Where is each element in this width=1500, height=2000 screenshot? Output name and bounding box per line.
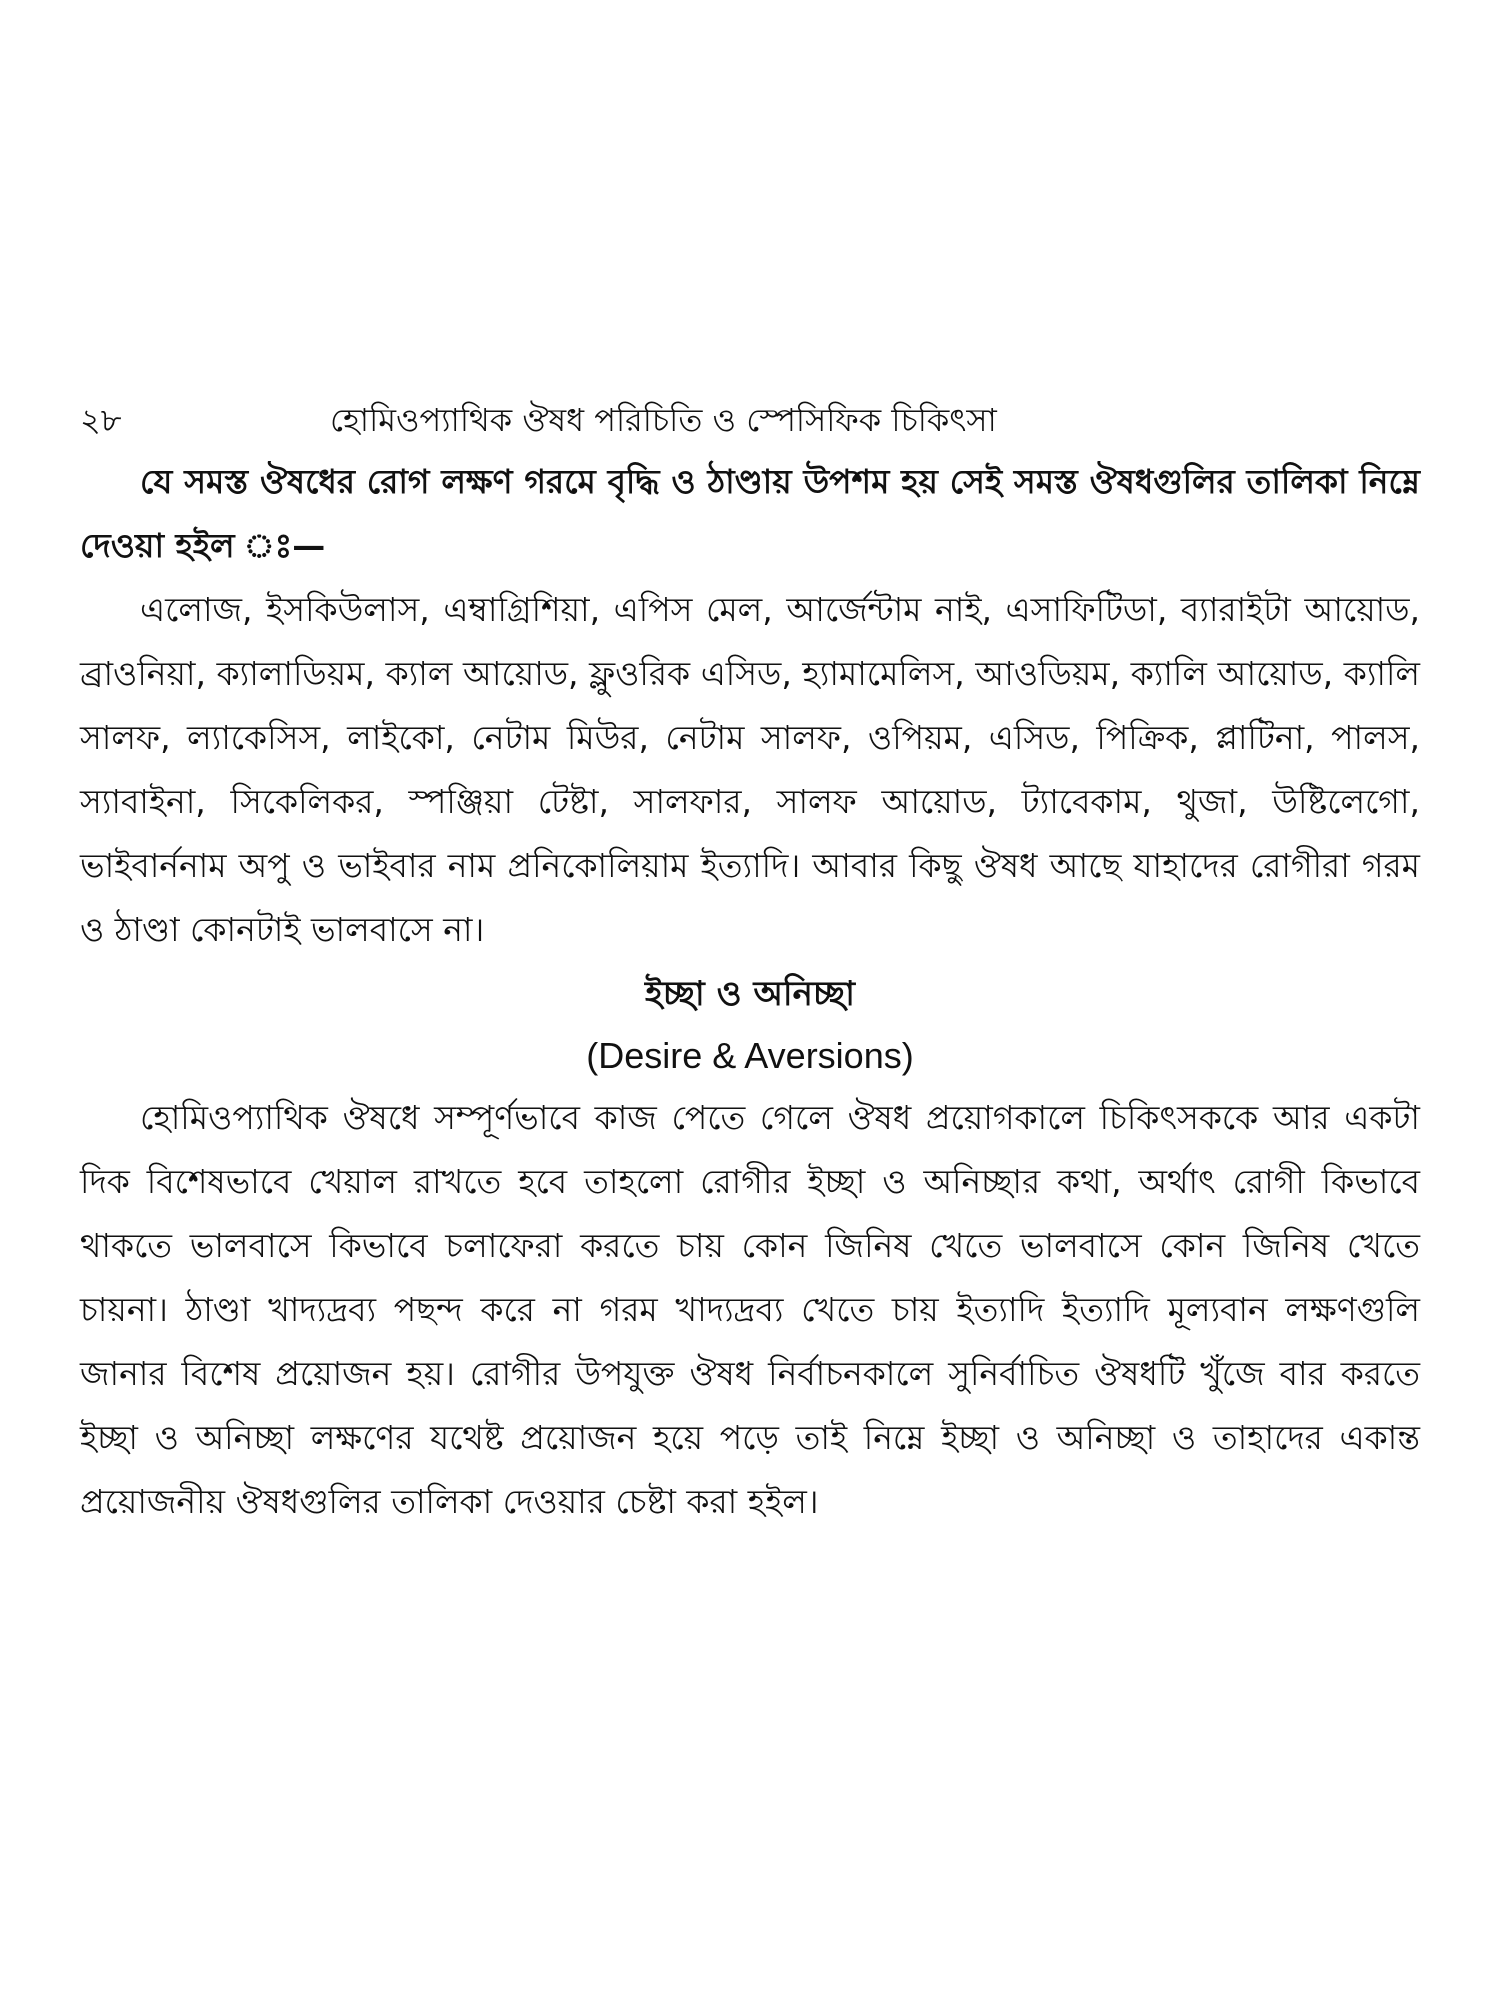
section-body-paragraph: হোমিওপ্যাথিক ঔষধে সম্পূর্ণভাবে কাজ পেতে গেলে ঔষধ প্রয়োগকালে চিকিৎসককে আর একটা দিক বিশেষভাবে খেয়াল রাখতে হবে তাহলো রোগীর ইচ্ছা ও অনিচ্ছার কথা, অর্থাৎ রোগী কিভাবে থাকতে ভালবাসে কিভাবে চলাফেরা করতে চায় কোন জিনিষ খেতে ভালবাসে কোন জিনিষ খেতে চায়না। ঠাণ্ডা খাদ্যদ্রব্য পছন্দ করে না গরম খাদ্যদ্রব্য খেতে চায় ইত্যাদি ইত্যাদি মূল্যবান লক্ষণগুলি জানার বিশেষ প্রয়োজন হয়। রোগীর উপযুক্ত ঔষধ নির্বাচনকালে সুনির্বাচিত ঔষধটি খুঁজে বার করতে ইচ্ছা ও অনিচ্ছা লক্ষণের যথেষ্ট প্রয়োজন হয়ে পড়ে তাই নিম্নে ইচ্ছা ও অনিচ্ছা ও তাহাদের একান্ত প্রয়োজনীয় ঔষধগুলির তালিকা দেওয়ার চেষ্টা করা হইল।	[80, 1098, 1420, 1521]
section-heading: ইচ্ছা ও অনিচ্ছা	[645, 974, 855, 1014]
intro-bold-paragraph: যে সমস্ত ঔষধের রোগ লক্ষণ গরমে বৃদ্ধি ও ঠাণ্ডায় উপশম হয় সেই সমস্ত ঔষধগুলির তালিকা নিম্নে দেওয়া হইল ঃ—	[80, 462, 1420, 565]
medicine-list-paragraph: এলোজ, ইসকিউলাস, এম্বাগ্রিশিয়া, এপিস মেল, আর্জেন্টাম নাই, এসাফিটিডা, ব্যারাইটা আয়োড, ব্রাওনিয়া, ক্যালাডিয়ম, ক্যাল আয়োড, ফ্লুওরিক এসিড, হ্যামামেলিস, আওডিয়ম, ক্যালি আয়োড, ক্যালি সালফ, ল্যাকেসিস, লাইকো, নেটাম মিউর, নেটাম সালফ, ওপিয়ম, এসিড, পিক্রিক, প্লাটিনা, পালস, স্যাবাইনা, সিকেলিকর, স্পঞ্জিয়া টেষ্টা, সালফার, সালফ আয়োড, ট্যাবেকাম, থুজা, উষ্টিলেগো, ভাইবার্ননাম অপু ও ভাইবার নাম প্রনিকোলিয়াম ইত্যাদি। আবার কিছু ঔষধ আছে যাহাদের রোগীরা গরম ও ঠাণ্ডা কোনটাই ভালবাসে না।	[80, 590, 1420, 949]
running-title: হোমিওপ্যাথিক ঔষধ পরিচিতি ও স্পেসিফিক চিকিৎসা	[330, 401, 997, 439]
page-number: ২৮	[80, 401, 122, 439]
section-subheading: (Desire & Aversions)	[586, 1035, 914, 1076]
page-header	[80, 390, 1420, 450]
book-page	[80, 390, 1420, 1534]
